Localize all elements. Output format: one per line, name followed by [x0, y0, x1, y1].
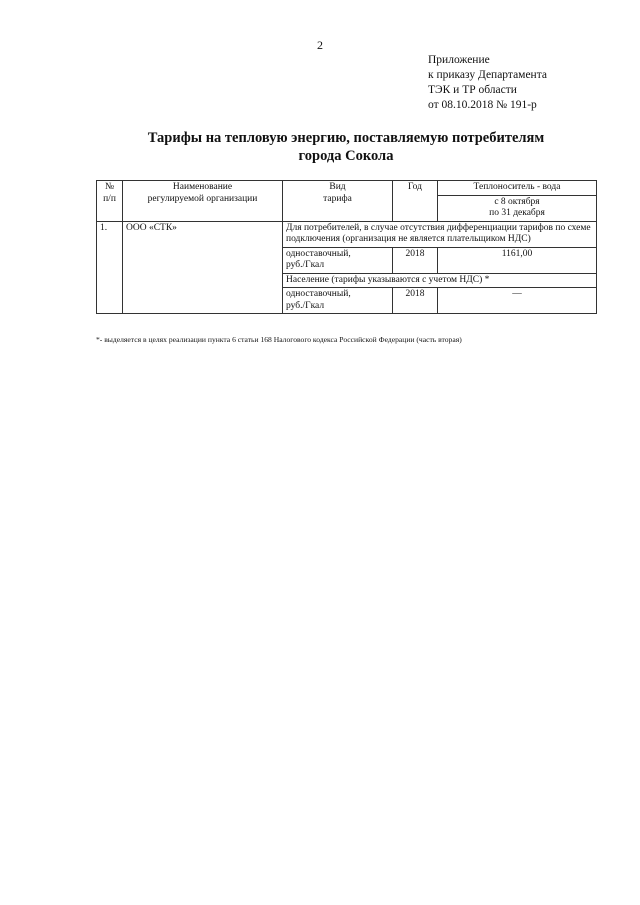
tariff-unit-text: руб./Гкал: [286, 260, 325, 270]
year-cell: 2018: [393, 247, 438, 273]
header-text: Наименование: [172, 182, 233, 192]
table-header-row: [97, 181, 597, 196]
tariff-type-text: одноставочный,: [286, 248, 351, 259]
tariff-value-cell: 1161,00: [438, 247, 597, 273]
header-text: №: [104, 182, 115, 192]
section-heading: Население (тарифы указываются с учетом НДС) *: [283, 273, 597, 288]
year-cell: 2018: [393, 288, 438, 314]
header-organization: [123, 181, 283, 222]
header-heat-carrier: Теплоноситель - вода: [438, 181, 597, 196]
header-text: регулируемой организации: [147, 193, 258, 204]
tariff-type-cell: [283, 288, 393, 314]
tariff-unit-text: руб./Гкал: [286, 300, 325, 311]
header-period: [438, 195, 597, 221]
title-line: города Сокола: [298, 148, 394, 164]
appendix-line: к приказу Департамента: [428, 69, 547, 81]
header-text: по 31 декабря: [489, 208, 545, 218]
organization-name: ООО «СТК»: [123, 221, 283, 314]
header-num: [97, 181, 123, 222]
header-text: с 8 октября: [494, 196, 540, 207]
document-title: [90, 129, 602, 165]
page-number: 2: [317, 38, 323, 52]
appendix-line: ТЭК и ТР области: [428, 84, 517, 96]
header-text: Вид: [329, 182, 346, 192]
header-year: Год: [393, 181, 438, 222]
appendix-line: Приложение: [428, 54, 490, 66]
appendix-block: [428, 53, 547, 113]
header-tariff-type: [283, 181, 393, 222]
header-text: тарифа: [323, 193, 352, 204]
footnote: *- выделяется в целях реализации пункта 6 статьи 168 Налогового кодекса Российской Федерации (часть вторая): [96, 335, 462, 344]
section-heading: Для потребителей, в случае отсутствия дифференциации тарифов по схеме подключения (организация не является плательщиком НДС): [283, 221, 597, 247]
appendix-line: от 08.10.2018 № 191-р: [428, 99, 537, 111]
header-text: п/п: [103, 193, 116, 204]
tariff-type-cell: [283, 247, 393, 273]
row-number: 1.: [97, 221, 123, 314]
title-line: Тарифы на тепловую энергию, поставляемую потребителям: [147, 130, 545, 146]
table-row: [97, 221, 597, 247]
tariff-table: [96, 180, 597, 314]
tariff-value-cell: —: [438, 288, 597, 314]
tariff-type-text: одноставочный,: [286, 289, 351, 299]
